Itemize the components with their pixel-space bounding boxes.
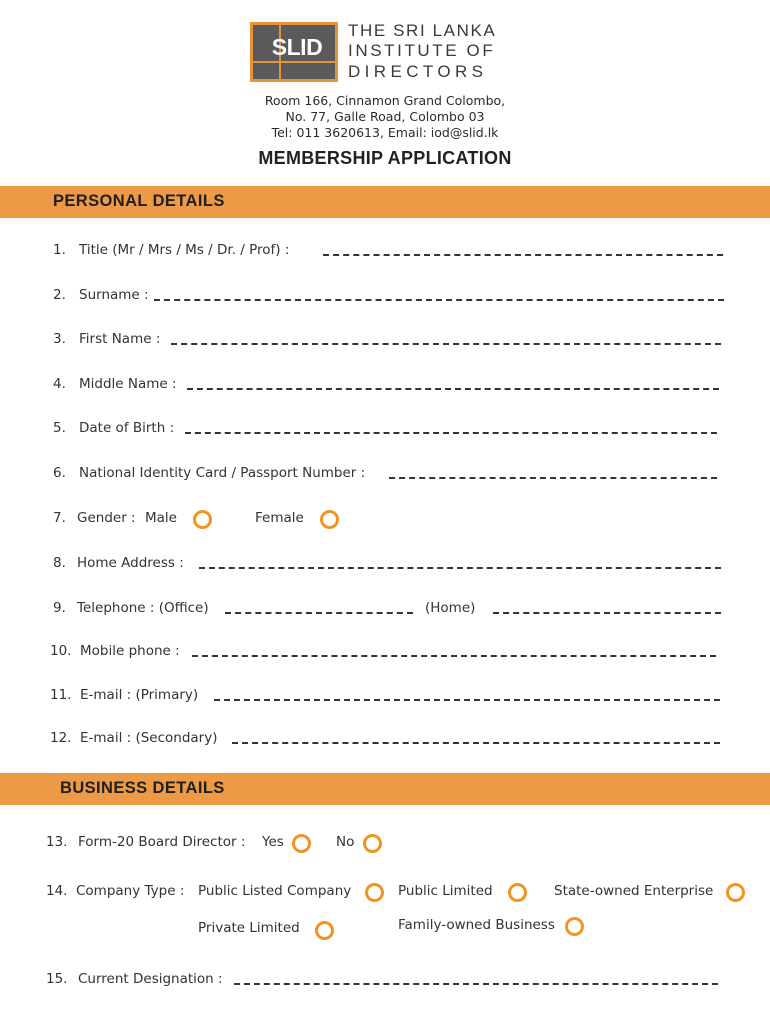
row-number: 4. [53,376,66,392]
company-private-limited-label: Private Limited [198,920,300,936]
title-input-line[interactable] [323,254,723,256]
company-family-owned-label: Family-owned Business [398,917,555,933]
row-number: 9. [53,600,66,616]
form-row-gender [53,510,733,534]
address-line-3: Tel: 011 3620613, Email: iod@slid.lk [271,125,499,140]
form20-no-label: No [336,834,355,850]
form-row-first-name [53,331,733,351]
field-label: Current Designation : [78,971,223,987]
home-address-input-line[interactable] [199,567,721,569]
document-title: MEMBERSHIP APPLICATION [258,148,512,168]
logo-abbreviation: SLID [271,34,323,60]
form-row-title [53,242,733,262]
row-number: 11. [50,687,72,703]
field-label: Company Type : [76,883,185,899]
form20-yes-label: Yes [262,834,284,850]
row-number: 5. [53,420,66,436]
form-row-email-secondary [50,730,730,750]
field-label: Title (Mr / Mrs / Ms / Dr. / Prof) : [79,242,290,258]
date-of-birth-input-line[interactable] [185,432,717,434]
company-private-limited-radio[interactable] [315,921,334,940]
address-line-1: Room 166, Cinnamon Grand Colombo, [264,93,506,108]
logo-text-line-1: THE SRI LANKA [348,21,497,40]
row-number: 8. [53,555,66,571]
section-title-personal: PERSONAL DETAILS [53,192,225,210]
gender-female-radio[interactable] [320,510,339,529]
field-label: Date of Birth : [79,420,175,436]
section-title-business: BUSINESS DETAILS [60,779,225,797]
gender-male-radio[interactable] [193,510,212,529]
gender-female-label: Female [255,510,304,526]
field-label: Mobile phone : [80,643,180,659]
form-row-nic-passport [53,465,733,485]
logo [250,22,526,82]
telephone-office-input-line[interactable] [225,612,413,614]
middle-name-input-line[interactable] [187,388,719,390]
field-label: Gender : [77,510,136,526]
field-label: E-mail : (Secondary) [80,730,218,746]
form20-no-radio[interactable] [363,834,382,853]
company-family-owned-radio[interactable] [565,917,584,936]
row-number: 2. [53,287,66,303]
row-number: 15. [46,971,68,987]
nic-passport-input-line[interactable] [389,477,717,479]
section-bar-personal [0,186,770,218]
address-line-2: No. 77, Galle Road, Colombo 03 [285,109,485,124]
row-number: 7. [53,510,66,526]
mobile-phone-input-line[interactable] [192,655,716,657]
company-public-limited-label: Public Limited [398,883,493,899]
row-number: 12. [50,730,72,746]
logo-text-line-3: DIRECTORS [348,62,488,81]
form-row-middle-name [53,376,733,396]
company-public-listed-radio[interactable] [365,883,384,902]
surname-input-line[interactable] [154,299,724,301]
first-name-input-line[interactable] [171,343,721,345]
form-row-mobile-phone [50,643,730,663]
company-public-limited-radio[interactable] [508,883,527,902]
row-number: 3. [53,331,66,347]
telephone-home-input-line[interactable] [493,612,721,614]
field-label: National Identity Card / Passport Number : [79,465,366,481]
row-number: 10. [50,643,72,659]
form-row-date-of-birth [53,420,733,440]
logo-mark [250,22,338,82]
field-label: Home Address : [77,555,184,571]
email-primary-input-line[interactable] [214,699,720,701]
field-label: Middle Name : [79,376,177,392]
form-row-company-type-2 [198,917,598,944]
company-state-owned-radio[interactable] [726,883,745,902]
form-row-home-address [53,555,733,575]
form-row-surname [53,287,733,307]
gender-male-label: Male [145,510,177,526]
telephone-home-label: (Home) [425,600,476,616]
field-label: First Name : [79,331,161,347]
field-label: E-mail : (Primary) [80,687,199,703]
form-row-email-primary [50,687,730,707]
row-number: 13. [46,834,68,850]
form-row-telephone [53,600,733,620]
email-secondary-input-line[interactable] [232,742,720,744]
row-number: 1. [53,242,66,258]
row-number: 14. [46,883,68,899]
company-public-listed-label: Public Listed Company [198,883,352,899]
form-row-company-type [46,883,752,907]
field-label: Telephone : (Office) [77,600,209,616]
current-designation-input-line[interactable] [234,983,718,985]
field-label: Form-20 Board Director : [78,834,246,850]
section-bar-business [0,773,770,805]
form-row-current-designation [46,971,736,991]
row-number: 6. [53,465,66,481]
logo-text-line-2: INSTITUTE OF [348,41,496,60]
form-row-form20-director [46,834,736,858]
field-label: Surname : [79,287,149,303]
form20-yes-radio[interactable] [292,834,311,853]
company-state-owned-label: State-owned Enterprise [554,883,714,899]
